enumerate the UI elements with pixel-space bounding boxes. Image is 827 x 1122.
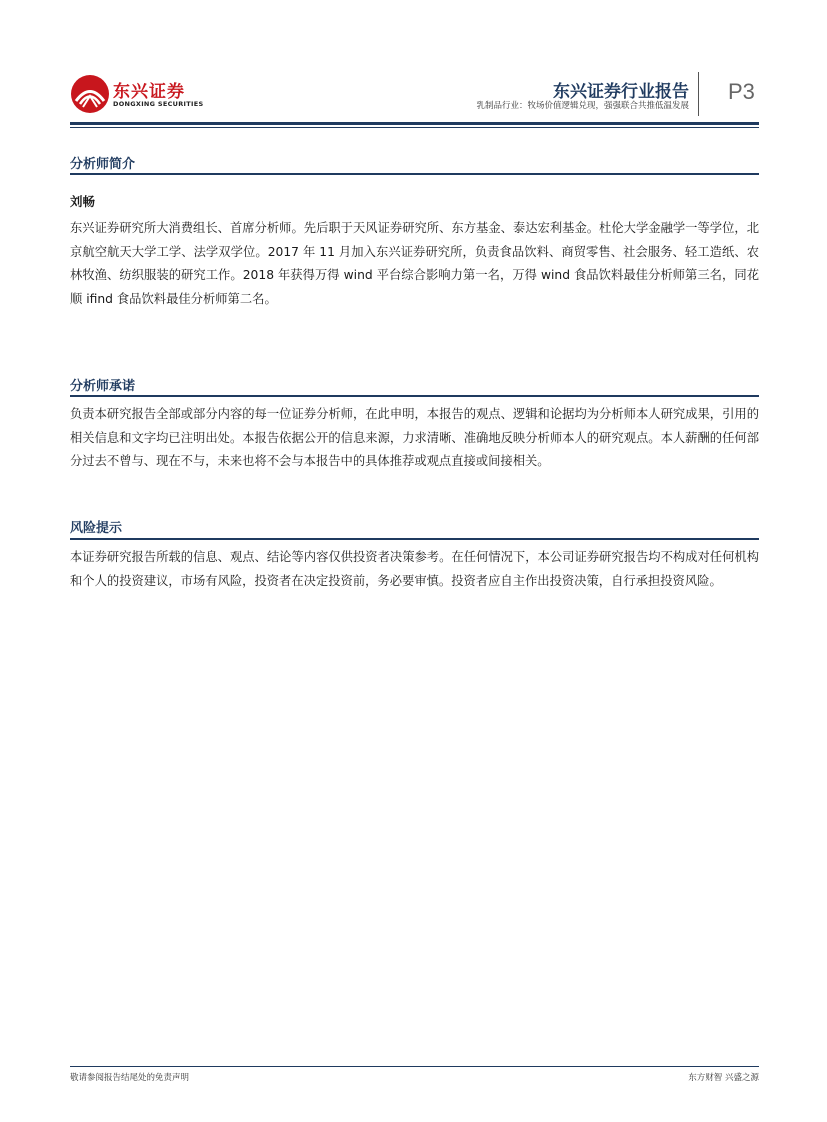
analyst-bio: 东兴证券研究所大消费组长、首席分析师。先后职于天风证券研究所、东方基金、泰达宏利基金。杜伦大学金融学一等学位，北京航空航天大学工学、法学双学位。2017 年 11 月加入东兴证券研究所，负责食品饮料、商贸零售、社会服务、轻工造纸、农林牧渔、纺织服装的研究工作。2018 年获得万得 wind 平台综合影响力第一名，万得 wind 食品饮料最佳分析师第三名，同花顺 ifind 食品饮料最佳分析师第二名。	[70, 221, 759, 306]
section-rule	[70, 173, 759, 175]
header-rule	[70, 122, 759, 125]
logo-english-text: DONGXING SECURITIES	[113, 100, 204, 108]
footer-disclaimer-note: 敬请参阅报告结尾处的免责声明	[70, 1073, 190, 1083]
logo-emblem-icon	[70, 74, 110, 114]
section-title-risk-warning: 风险提示	[70, 521, 123, 536]
section-title-analyst-intro: 分析师简介	[70, 157, 136, 172]
section-title-analyst-commitment: 分析师承诺	[70, 379, 136, 394]
report-title: 东兴证券行业报告	[553, 82, 689, 102]
report-subtitle: 乳制品行业：牧场价值逻辑兑现，强强联合共推低温发展	[476, 101, 689, 111]
header-rule-thin	[70, 127, 759, 128]
page-number: P3	[728, 79, 755, 104]
footer-rule	[70, 1066, 759, 1067]
logo-chinese-text: 东兴证券	[113, 82, 185, 102]
section-rule	[70, 538, 759, 540]
header-divider	[698, 72, 699, 116]
section-rule	[70, 395, 759, 397]
company-logo	[70, 74, 205, 114]
risk-warning-text: 本证券研究报告所载的信息、观点、结论等内容仅供投资者决策参考。在任何情况下，本公司证券研究报告均不构成对任何机构和个人的投资建议，市场有风险，投资者在决定投资前，务必要审慎。投资者应自主作出投资决策，自行承担投资风险。	[70, 550, 759, 588]
analyst-name: 刘畅	[70, 194, 96, 209]
analyst-commitment-text: 负责本研究报告全部或部分内容的每一位证券分析师，在此申明，本报告的观点、逻辑和论据均为分析师本人研究成果，引用的相关信息和文字均已注明出处。本报告依据公开的信息来源，力求清晰、准确地反映分析师本人的研究观点。本人薪酬的任何部分过去不曾与、现在不与，未来也将不会与本报告中的具体推荐或观点直接或间接相关。	[70, 407, 759, 468]
footer-slogan: 东方财智 兴盛之源	[688, 1073, 759, 1083]
